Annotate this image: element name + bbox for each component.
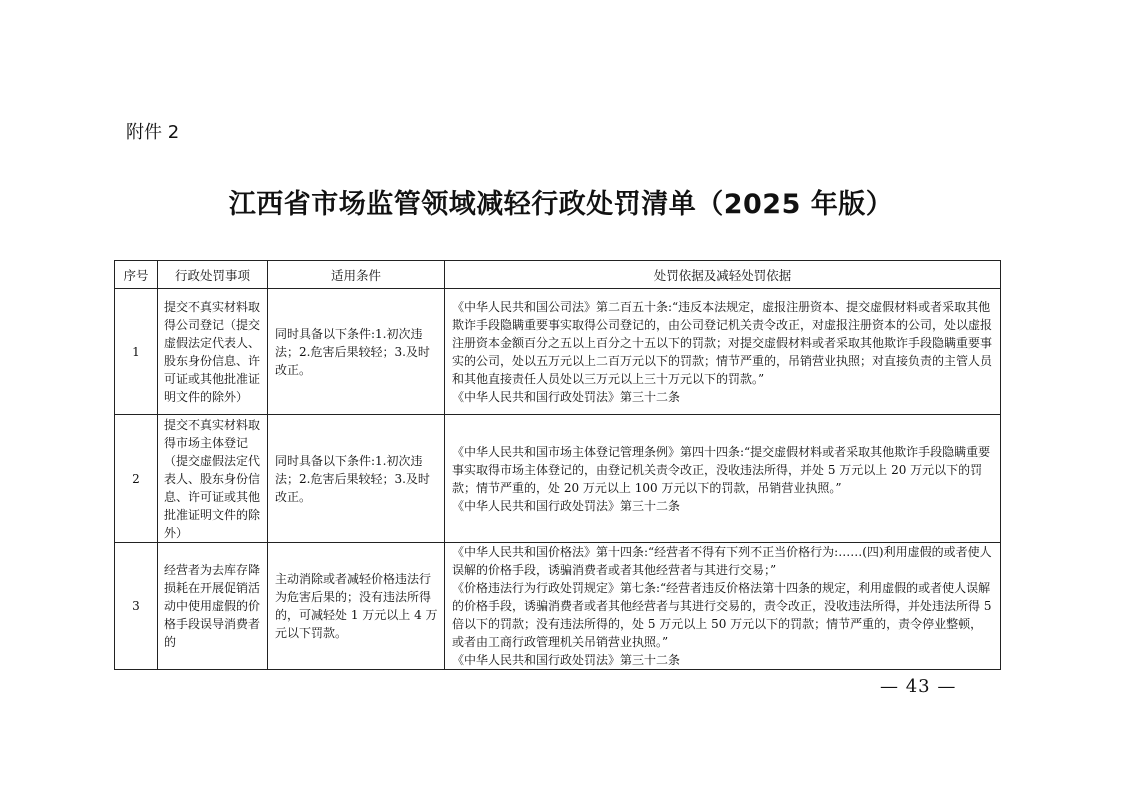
penalty-item: 经营者为去库存降损耗在开展促销活动中使用虚假的价格手段误导消费者的 — [158, 543, 268, 670]
penalty-basis — [445, 289, 1001, 415]
row-number: 2 — [115, 415, 158, 543]
basis-paragraph: 《中华人民共和国市场主体登记管理条例》第四十四条:“提交虚假材料或者采取其他欺诈手段隐瞒重要事实取得市场主体登记的，由登记机关责令改正，没收违法所得，并处 5 万元以上 20 万元以下的罚款；情节严重的，处 20 万元以上 100 万元以下的罚款，吊销营业执照。” — [452, 444, 991, 495]
document-title: 江西省市场监管领域减轻行政处罚清单（2025 年版） — [228, 189, 894, 220]
applicable-condition: 主动消除或者减轻价格违法行为危害后果的；没有违法所得的，可减轻处 1 万元以上 4 万元以下罚款。 — [268, 543, 445, 670]
column-header-item: 行政处罚事项 — [158, 261, 268, 289]
column-header-no: 序号 — [115, 261, 158, 289]
table-row — [115, 415, 1001, 543]
table-row — [115, 289, 1001, 415]
applicable-condition: 同时具备以下条件:1.初次违法；2.危害后果较轻；3.及时改正。 — [268, 289, 445, 415]
penalty-item: 提交不真实材料取得公司登记（提交虚假法定代表人、股东身份信息、许可证或其他批准证明文件的除外） — [158, 289, 268, 415]
row-number: 1 — [115, 289, 158, 415]
table-row — [115, 543, 1001, 670]
basis-paragraph: 《中华人民共和国行政处罚法》第三十二条 — [452, 498, 681, 513]
basis-paragraph: 《中华人民共和国行政处罚法》第三十二条 — [452, 389, 681, 404]
attachment-label: 附件 2 — [126, 122, 180, 143]
column-header-basis: 处罚依据及减轻处罚依据 — [445, 261, 1001, 289]
row-number: 3 — [115, 543, 158, 670]
penalty-basis — [445, 415, 1001, 543]
penalty-item: 提交不真实材料取得市场主体登记（提交虚假法定代表人、股东身份信息、许可证或其他批准证明文件的除外） — [158, 415, 268, 543]
basis-paragraph: 《价格违法行为行政处罚规定》第七条:“经营者违反价格法第十四条的规定，利用虚假的或者使人误解的价格手段，诱骗消费者或者其他经营者与其进行交易的，责令改正，没收违法所得，并处违法所得 5 倍以下的罚款；没有违法所得的，处 5 万元以上 50 万元以下的罚款；情节严重的，责令停业整顿，或者由工商行政管理机关吊销营业执照。” — [452, 581, 992, 649]
penalty-basis — [445, 543, 1001, 670]
basis-paragraph: 《中华人民共和国公司法》第二百五十条:“违反本法规定，虚报注册资本、提交虚假材料或者采取其他欺诈手段隐瞒重要事实取得公司登记的，由公司登记机关责令改正，对虚报注册资本的公司，处以虚报注册资本金额百分之五以上百分之十五以下的罚款；对提交虚假材料或者采取其他欺诈手段隐瞒重要事实的公司，处以五万元以上二百万元以下的罚款；情节严重的，吊销营业执照；对直接负责的主管人员和其他直接责任人员处以三万元以上三十万元以下的罚款。” — [452, 299, 993, 386]
applicable-condition: 同时具备以下条件:1.初次违法；2.危害后果较轻；3.及时改正。 — [268, 415, 445, 543]
table-header-row — [115, 261, 1001, 289]
penalty-table — [114, 260, 1001, 670]
basis-paragraph: 《中华人民共和国价格法》第十四条:“经营者不得有下列不正当价格行为:……(四)利用虚假的或者使人误解的价格手段，诱骗消费者或者其他经营者与其进行交易；” — [452, 545, 992, 577]
page-number: — 43 — — [880, 676, 957, 697]
column-header-condition: 适用条件 — [268, 261, 445, 289]
basis-paragraph: 《中华人民共和国行政处罚法》第三十二条 — [452, 653, 681, 667]
